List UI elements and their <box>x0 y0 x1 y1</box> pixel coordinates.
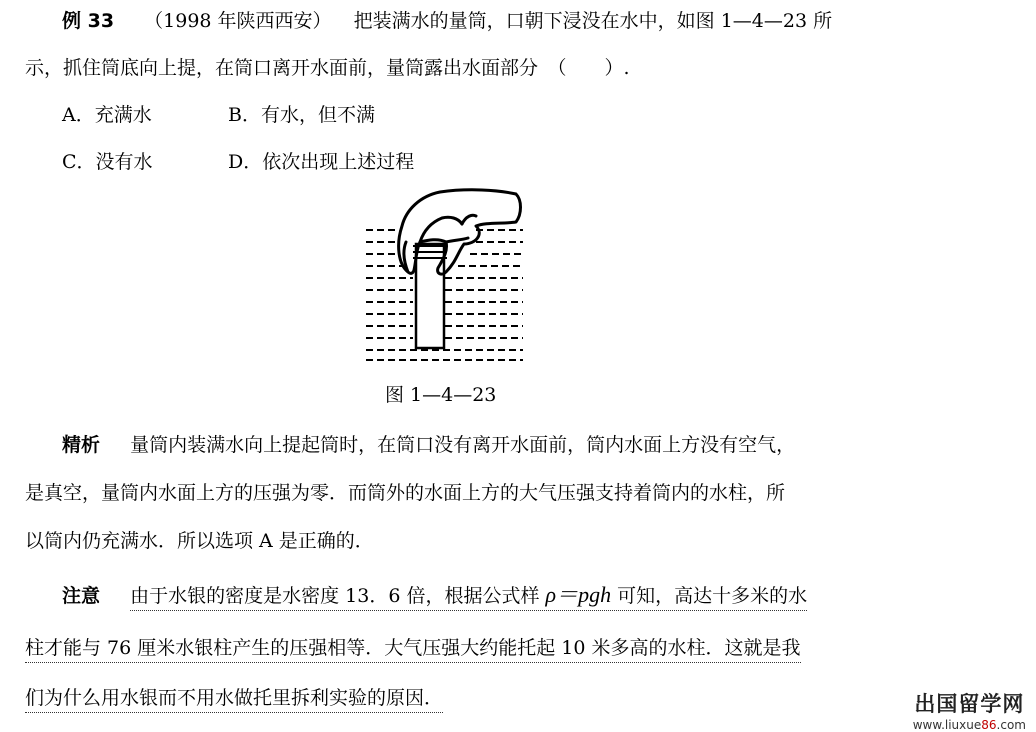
question-text-1: 把装满水的量筒，口朝下浸没在水中，如图 1—4—23 所 <box>353 10 833 32</box>
analysis-line-1 <box>62 430 795 457</box>
analysis-line-3: 以筒内仍充满水．所以选项 A 是正确的． <box>25 530 374 552</box>
note-line-3 <box>25 683 443 710</box>
watermark-url-prefix: www.liuxue <box>912 718 982 732</box>
watermark <box>913 688 1026 732</box>
analysis-line-2: 是真空，量筒内水面上方的压强为零．而筒外的水面上方的大气压强支持着筒内的水柱，所 <box>25 482 786 504</box>
option-d: D．依次出现上述过程 <box>228 151 415 173</box>
question-line-1 <box>62 6 832 33</box>
hand <box>399 190 521 274</box>
option-c: C．没有水 <box>62 151 153 173</box>
note-formula: ρ＝pgh <box>545 582 612 607</box>
watermark-title: 出国留学网 <box>914 692 1025 716</box>
question-label: 例 33 <box>62 10 115 32</box>
note-label: 注意 <box>62 585 101 607</box>
option-a: A．充满水 <box>62 104 152 126</box>
note-text-1a: 由于水银的密度是水密度 13．6 倍，根据公式样 <box>130 585 540 607</box>
watermark-url-suffix: .com <box>996 718 1026 732</box>
note-text-1b: 可知，高达十多米的水 <box>617 585 808 607</box>
note-line-2 <box>25 633 801 660</box>
analysis-label: 精析 <box>62 434 101 456</box>
note-text-2: 柱才能与 76 厘米水银柱产生的压强相等．大气压强大约能托起 10 米多高的水柱．这就是我 <box>25 637 801 663</box>
note-text-3: 们为什么用水银而不用水做托里拆利实验的原因． <box>25 687 443 713</box>
watermark-url-number: 86 <box>981 718 997 732</box>
figure-cylinder-in-water <box>358 182 528 367</box>
analysis-text-1: 量筒内装满水向上提起筒时，在筒口没有离开水面前，筒内水面上方没有空气， <box>130 434 796 456</box>
option-b: B．有水，但不满 <box>228 104 375 126</box>
note-line-1 <box>62 578 807 609</box>
note-text-1 <box>130 582 808 611</box>
figure-drawing <box>358 182 528 367</box>
figure-caption: 图 1—4—23 <box>385 384 497 406</box>
question-text-2: 示，抓住筒底向上提，在筒口离开水面前，量筒露出水面部分 （ ）. <box>25 57 630 79</box>
measuring-cylinder <box>416 244 444 348</box>
question-source: （1998 年陕西西安） <box>144 10 332 32</box>
